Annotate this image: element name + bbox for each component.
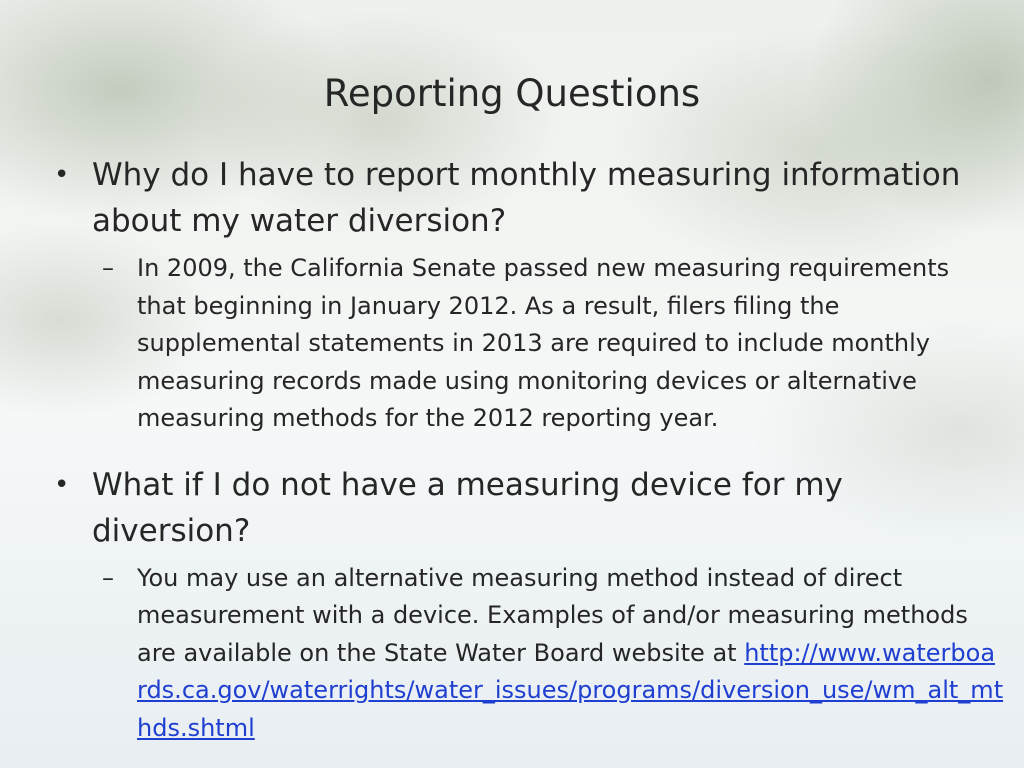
- question-1: [54, 152, 1004, 244]
- slide-title: Reporting Questions: [323, 72, 701, 115]
- bullet-icon: •: [54, 160, 70, 190]
- dash-icon: –: [102, 254, 114, 282]
- answer-2-text: You may use an alternative measuring method instead of direct measurement with a device. Examples of and/or measuring methods are available on the State Water Board website at: [137, 563, 968, 667]
- water-board-link[interactable]: http://www.waterboards.ca.gov/waterrights/water_issues/programs/diversion_use/wm_alt_mthds.shtml: [137, 638, 1004, 742]
- bullet-icon: •: [54, 469, 70, 500]
- question-2-text: What if I do not have a measuring device for my diversion?: [92, 466, 843, 549]
- answer-1-text: In 2009, the California Senate passed new measuring requirements that beginning in January 2012. As a result, filers filing the supplemental statements in 2013 are required to include monthly measuring records made using monitoring devices or alternative measuring methods for the 2012 reporting year.: [137, 254, 950, 432]
- slide-content: [54, 152, 1004, 747]
- dash-icon: –: [102, 563, 114, 592]
- question-1-text: Why do I have to report monthly measuring information about my water diversion?: [92, 157, 961, 239]
- answer-2: [54, 560, 1004, 748]
- question-2: [54, 462, 1004, 554]
- answer-1: [54, 250, 1004, 438]
